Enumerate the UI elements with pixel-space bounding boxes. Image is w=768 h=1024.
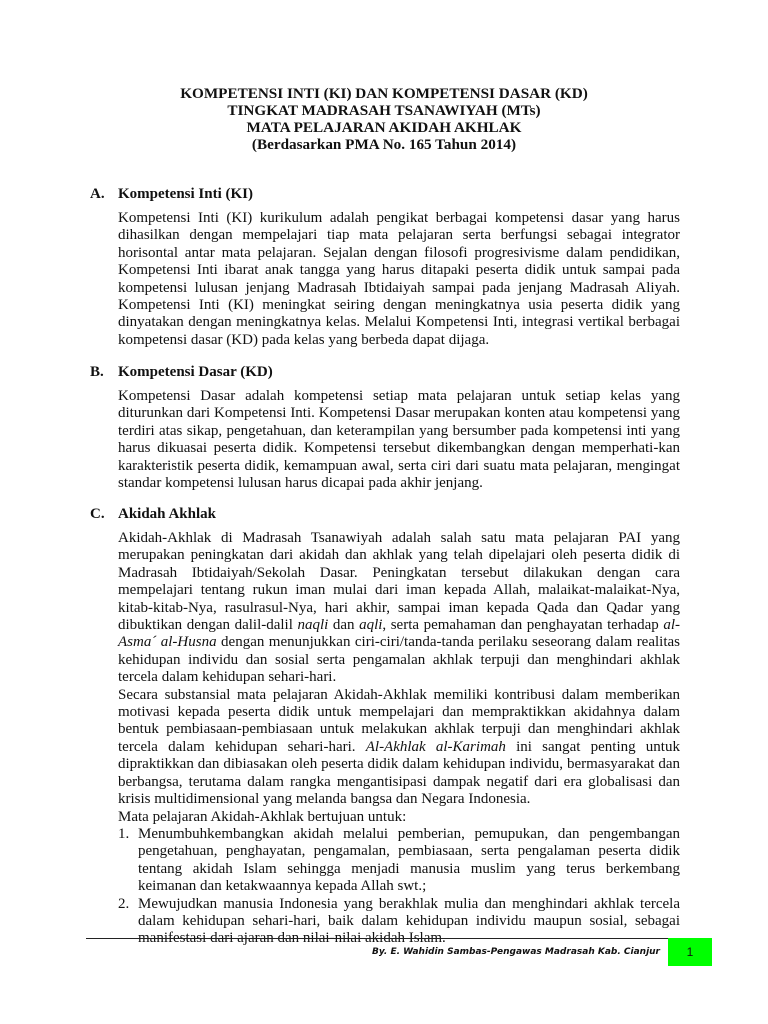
section-b-letter: B. — [90, 364, 104, 380]
section-b-body — [118, 388, 680, 492]
term-asma-al-husna: al-Asma´ al-Husna — [118, 617, 680, 651]
document-title — [0, 85, 768, 153]
title-line-1: KOMPETENSI INTI (KI) DAN KOMPETENSI DASAR (KD) — [180, 85, 588, 102]
title-line-4: (Berdasarkan PMA No. 165 Tahun 2014) — [251, 136, 517, 153]
text-run: Akidah-Akhlak di Madrasah Tsanawiyah adalah salah satu mata pelajaran PAI yang merupakan peningkatan dari akidah dan akhlak yang telah dipelajari oleh peserta didik di Madrasah Ibtidaiyah/Sekolah Dasar. Peningkatan tersebut dilakukan dengan cara mempelajari tentang rukun iman mulai dari iman kepada Allah, malaikat-malaikat-Nya, kitab-kitab-Nya, rasulrasul-Nya, hari akhir, sampai iman kepada Qada dan Qadar yang dibuktikan dengan dalil-dalil — [118, 530, 680, 634]
section-b — [90, 363, 680, 492]
footer-divider — [86, 938, 682, 939]
title-line-3: MATA PELAJARAN AKIDAH AKHLAK — [246, 119, 522, 136]
text-run: dengan menunjukkan ciri-ciri/tanda-tanda perilaku seseorang dalam realitas kehidupan individu dan sosial serta pengamalan akhlak terpuji dan menghindari akhlak tercela dalam kehidupan sehari-hari. — [118, 634, 680, 686]
section-c-title: Akidah Akhlak — [118, 506, 216, 522]
term-naqli: naqli — [297, 617, 329, 634]
term-aqli: aqli — [359, 617, 383, 634]
section-a — [90, 185, 680, 349]
page-number-badge: 1 — [668, 938, 712, 966]
list-item — [118, 896, 680, 948]
list-number: 1. — [118, 825, 130, 842]
section-a-title: Kompetensi Inti (KI) — [118, 186, 253, 202]
list-text: Menumbuhkembangkan akidah melalui pemberian, pemupukan, dan pengembangan pengetahuan, penghayatan, pengamalan, pembiasaan, serta pengalaman peserta didik tentang akidah Islam sehingga menjadi manusia muslim yang terus berkembang keimanan dan ketakwaannya kepada Allah swt.; — [138, 825, 680, 895]
term-akhlak-karimah: Al-Akhlak al-Karimah — [365, 738, 506, 755]
section-c-paragraph-1 — [118, 530, 680, 687]
section-b-title: Kompetensi Dasar (KD) — [118, 364, 273, 380]
section-b-paragraph: Kompetensi Dasar adalah kompetensi setiap mata pelajaran untuk setiap kelas yang diturunkan dari Kompetensi Inti. Kompetensi Dasar merupakan konten atau kompetensi yang terdiri atas sikap, pengetahuan, dan keterampilan yang bersumber pada kompetensi inti yang harus dikuasai peserta didik. Kompetensi tersebut dikembangkan dengan memperhati-kan karakteristik peserta didik, kemampuan awal, serta ciri dari suatu mata pelajaran, mengingat standar kompetensi lulusan harus dicapai pada akhir jenjang. — [118, 388, 680, 492]
title-line-2: TINGKAT MADRASAH TSANAWIYAH (MTs) — [227, 102, 541, 119]
text-run: ini sangat penting untuk dipraktikkan dan dibiasakan oleh peserta didik dalam kehidupan individu, bermasyarakat dan berbangsa, terutama dalam rangka mengantisipasi dampak negatif dari era globalisasi dan krisis multidimensional yang melanda bangsa dan Negara Indonesia. — [118, 738, 680, 808]
text-run: Secara substansial mata pelajaran Akidah-Akhlak memiliki kontribusi dalam memberikan motivasi kepada peserta didik untuk mempelajari dan mempraktikkan akidahnya dalam bentuk pembiasaan-pembiasaan untuk melakukan akhlak terpuji dan menghindari akhlak tercela dalam kehidupan sehari-hari. — [118, 686, 680, 755]
text-run: , serta pemahaman dan penghayatan terhadap — [382, 617, 664, 634]
section-c-paragraph-2 — [118, 687, 680, 809]
section-c-letter: C. — [90, 506, 105, 522]
list-number: 2. — [118, 895, 130, 912]
section-c-body — [118, 530, 680, 948]
list-item — [118, 826, 680, 896]
list-text: Mewujudkan manusia Indonesia yang berakhlak mulia dan menghindari akhlak tercela dalam kehidupan sehari-hari, baik dalam kehidupan individu maupun sosial, sebagai manifestasi dari ajaran dan nilai-nilai akidah Islam. — [138, 895, 680, 947]
section-c-heading — [90, 505, 680, 523]
section-a-heading — [90, 185, 680, 203]
section-a-paragraph: Kompetensi Inti (KI) kurikulum adalah pengikat berbagai kompetensi dasar yang harus dihasilkan dengan mempelajari tiap mata pelajaran serta berfungsi sebagai integrator horisontal antar mata pelajaran. Sejalan dengan filosofi progresivisme dalam pendidikan, Kompetensi Inti ibarat anak tangga yang harus ditapaki peserta didik untuk sampai pada kompetensi lulusan jenjang Madrasah Ibtidaiyah sampai pada jenjang Madrasah Aliyah. Kompetensi Inti (KI) meningkat seiring dengan meningkatnya usia peserta didik yang dinyatakan dengan meningkatnya kelas. Melalui Kompetensi Inti, integrasi vertikal berbagai kompetensi dasar (KD) pada kelas yang berbeda dapat dijaga. — [118, 210, 680, 348]
footer-author: By. E. Wahidin Sambas-Pengawas Madrasah Kab. Cianjur — [372, 947, 660, 957]
section-b-heading — [90, 363, 680, 381]
text-run: dan — [328, 617, 360, 634]
section-a-letter: A. — [90, 186, 105, 202]
section-c-paragraph-3: Mata pelajaran Akidah-Akhlak bertujuan untuk: — [118, 808, 407, 825]
goals-list — [118, 826, 680, 948]
section-a-body — [118, 210, 680, 349]
section-c — [90, 505, 680, 948]
